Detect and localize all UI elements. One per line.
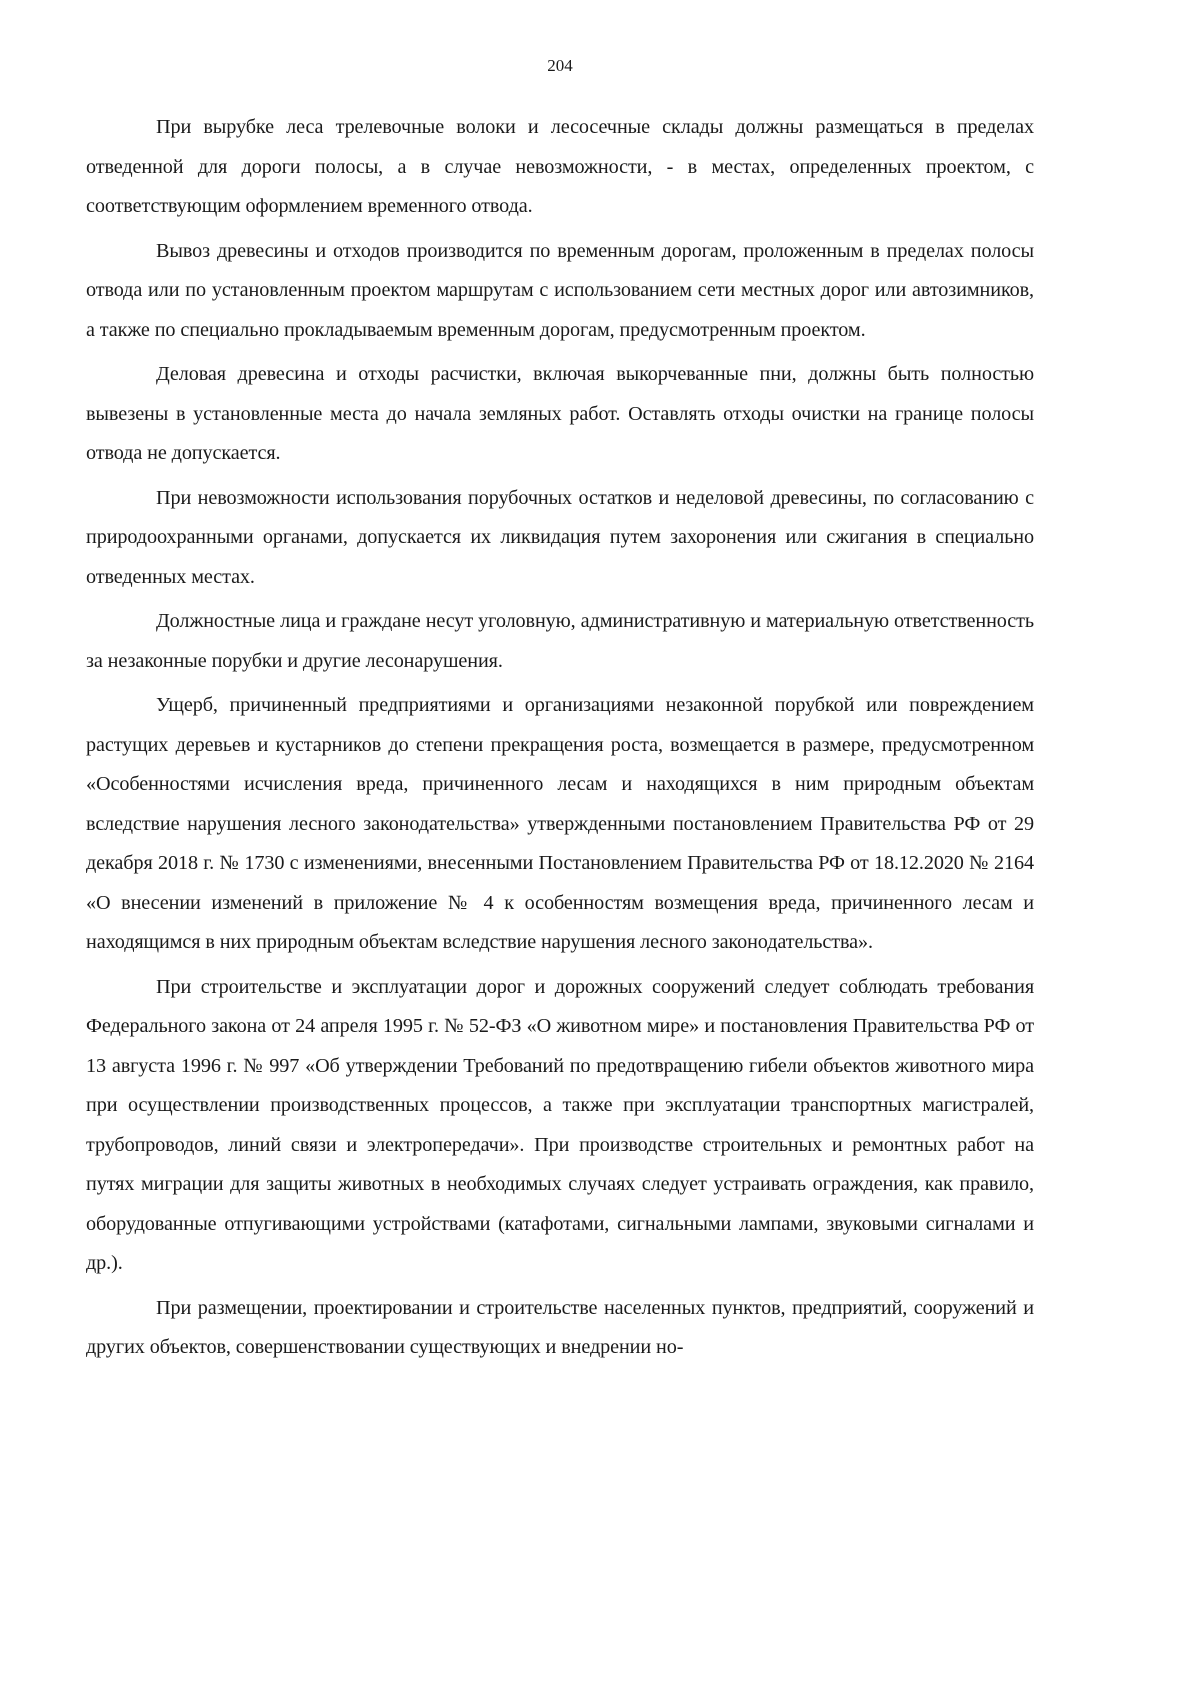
paragraph: При невозможности использования порубочных остатков и неделовой древесины, по согласованию с природоохранными органами, допускается их ликвидация путем захоронения или сжигания в специально отведенных местах. [86,486,1034,588]
paragraph: Вывоз древесины и отходов производится по временным дорогам, проложенным в пределах полосы отвода или по установленным проектом маршрутам с использованием сети местных дорог или автозимников, а также по специально прокладываемым временным дорогам, предусмотренным проектом. [86,239,1034,341]
paragraph: При строительстве и эксплуатации дорог и дорожных сооружений следует соблюдать требования Федерального закона от 24 апреля 1995 г. № 52-ФЗ «О животном мире» и постановления Правительства РФ от 13 августа 1996 г. № 997 «Об утверждении Требований по предотвращению гибели объектов животного мира при осуществлении производственных процессов, а также при эксплуатации транспортных магистралей, трубопроводов, линий связи и электропередачи». При производстве строительных и ремонтных работ на путях миграции для защиты животных в необходимых случаях следует устраивать ограждения, как правило, оборудованные отпугивающими устройствами (катафотами, сигнальными лампами, звуковыми сигналами и др.). [86,975,1034,1274]
paragraph: При размещении, проектировании и строительстве населенных пунктов, предприятий, сооружений и других объектов, совершенствовании существующих и внедрении но- [86,1296,1034,1358]
document-body [86,108,1034,1373]
paragraph: Должностные лица и граждане несут уголовную, административную и материальную ответственность за незаконные порубки и другие лесонарушения. [86,610,1034,672]
paragraph: При вырубке леса трелевочные волоки и лесосечные склады должны размещаться в пределах отведенной для дороги полосы, а в случае невозможности, - в местах, определенных проектом, с соответствующим оформлением временного отвода. [86,116,1034,217]
page-number: 204 [547,56,573,75]
paragraph: Ущерб, причиненный предприятиями и организациями незаконной порубкой или повреждением растущих деревьев и кустарников до степени прекращения роста, возмещается в размере, предусмотренном «Особенностями исчисления вреда, причиненного лесам и находящихся в ним природным объектам вследствие нарушения лесного законодательства» утвержденными постановлением Правительства РФ от 29 декабря 2018 г. № 1730 с изменениями, внесенными Постановлением Правительства РФ от 18.12.2020 № 2164 «О внесении изменений в приложение № 4 к особенностям возмещения вреда, причиненного лесам и находящимся в них природным объектам вследствие нарушения лесного законодательства». [86,694,1034,953]
paragraph: Деловая древесина и отходы расчистки, включая выкорчеванные пни, должны быть полностью вывезены в установленные места до начала земляных работ. Оставлять отходы очистки на границе полосы отвода не допускается. [86,363,1034,464]
